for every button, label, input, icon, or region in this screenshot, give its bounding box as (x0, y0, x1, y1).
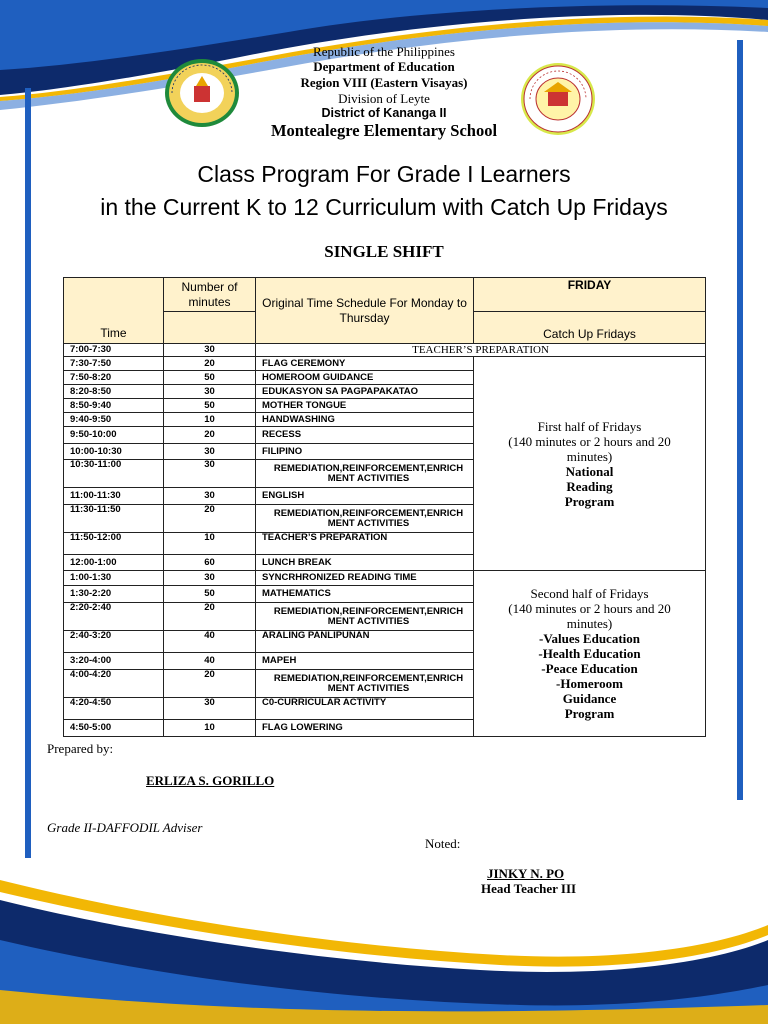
subject-cell: C0-CURRICULAR ACTIVITY (256, 698, 474, 720)
friday-first-half-cell (474, 357, 706, 571)
minutes-cell: 40 (164, 631, 256, 653)
class-schedule-table (63, 277, 706, 737)
subject-cell: MAPEH (256, 653, 474, 670)
friday-second-half-cell (474, 571, 706, 737)
subject-cell: TEACHER’S PREPARATION (256, 344, 706, 357)
time-cell: 4:50-5:00 (64, 720, 164, 737)
friday-second-duration: (140 minutes or 2 hours and 20 minutes) (508, 601, 671, 631)
friday-second-program-6: Program (564, 706, 615, 721)
minutes-cell: 20 (164, 427, 256, 444)
subject-cell: ENGLISH (256, 488, 474, 505)
time-header: Time (64, 278, 164, 344)
schedule-header: Original Time Schedule For Monday to Thursday (256, 278, 474, 344)
minutes-cell: 50 (164, 586, 256, 603)
subject-cell: FLAG CEREMONY (256, 357, 474, 371)
subject-cell: HANDWASHING (256, 413, 474, 427)
time-cell: 3:20-4:00 (64, 653, 164, 670)
noter-name: JINKY N. PO (487, 866, 565, 881)
minutes-cell: 50 (164, 371, 256, 385)
friday-first-program-2: Reading (566, 478, 613, 494)
time-cell: 11:30-11:50 (64, 505, 164, 533)
preparer-title: Grade II-DAFFODIL Adviser (47, 820, 203, 835)
subject-cell: EDUKASYON SA PAGPAPAKATAO (256, 385, 474, 399)
district-line: District of Kananga II (321, 106, 447, 120)
subject-cell: HOMEROOM GUIDANCE (256, 371, 474, 385)
friday-header: FRIDAY (474, 278, 706, 312)
subject-cell: REMEDIATION,REINFORCEMENT,ENRICH MENT ACTIVITIES (256, 670, 474, 698)
friday-first-duration: (140 minutes or 2 hours and 20 minutes) (508, 433, 671, 464)
subject-cell: REMEDIATION,REINFORCEMENT,ENRICH MENT ACTIVITIES (256, 460, 474, 488)
time-cell: 7:30-7:50 (64, 357, 164, 371)
time-cell: 12:00-1:00 (64, 555, 164, 571)
noter-title: Head Teacher III (481, 881, 577, 896)
friday-second-program-5: Guidance (562, 691, 617, 706)
preparer-name: ERLIZA S. GORILLO (146, 773, 275, 788)
friday-first-title: First half of Fridays (537, 418, 642, 434)
catch-up-fridays-header: Catch Up Fridays (474, 312, 706, 344)
friday-second-program-1: -Values Education (538, 631, 641, 646)
division-line: Division of Leyte (338, 91, 430, 106)
time-cell: 2:40-3:20 (64, 631, 164, 653)
subject-cell: LUNCH BREAK (256, 555, 474, 571)
minutes-cell: 10 (164, 720, 256, 737)
minutes-cell: 40 (164, 653, 256, 670)
department-line: Department of Education (313, 59, 455, 74)
time-cell: 10:00-10:30 (64, 444, 164, 460)
friday-second-program-3: -Peace Education (541, 661, 638, 676)
time-cell: 11:00-11:30 (64, 488, 164, 505)
time-cell: 7:50-8:20 (64, 371, 164, 385)
minutes-cell: 30 (164, 698, 256, 720)
subject-cell: RECESS (256, 427, 474, 444)
minutes-cell: 30 (164, 460, 256, 488)
minutes-cell: 20 (164, 357, 256, 371)
time-cell: 8:20-8:50 (64, 385, 164, 399)
time-cell: 4:20-4:50 (64, 698, 164, 720)
minutes-cell: 60 (164, 555, 256, 571)
minutes-header-blank (164, 312, 256, 344)
school-name: Montealegre Elementary School (270, 121, 498, 140)
minutes-cell: 20 (164, 670, 256, 698)
time-cell: 1:30-2:20 (64, 586, 164, 603)
subject-cell: REMEDIATION,REINFORCEMENT,ENRICH MENT ACTIVITIES (256, 505, 474, 533)
minutes-cell: 10 (164, 413, 256, 427)
subject-cell: REMEDIATION,REINFORCEMENT,ENRICH MENT ACTIVITIES (256, 603, 474, 631)
minutes-cell: 30 (164, 488, 256, 505)
minutes-cell: 30 (164, 571, 256, 586)
friday-first-program-1: National (565, 463, 614, 479)
noted-label: Noted: (425, 836, 461, 851)
title-line-1: Class Program For Grade I Learners (197, 161, 571, 187)
minutes-cell: 20 (164, 505, 256, 533)
minutes-header: Number of minutes (164, 278, 256, 312)
subject-cell: MATHEMATICS (256, 586, 474, 603)
prepared-by-label: Prepared by: (47, 741, 114, 756)
time-cell: 9:50-10:00 (64, 427, 164, 444)
minutes-cell: 30 (164, 344, 256, 357)
minutes-cell: 20 (164, 603, 256, 631)
time-cell: 10:30-11:00 (64, 460, 164, 488)
time-cell: 2:20-2:40 (64, 603, 164, 631)
shift-label: SINGLE SHIFT (324, 242, 444, 261)
minutes-cell: 30 (164, 385, 256, 399)
time-cell: 4:00-4:20 (64, 670, 164, 698)
subject-cell: FILIPINO (256, 444, 474, 460)
subject-cell: FLAG LOWERING (256, 720, 474, 737)
time-cell: 1:00-1:30 (64, 571, 164, 586)
friday-second-program-4: -Homeroom (556, 676, 623, 691)
region-line: Region VIII (Eastern Visayas) (300, 75, 468, 90)
republic-line: Republic of the Philippines (313, 44, 455, 59)
subject-cell: SYNCRHRONIZED READING TIME (256, 571, 474, 586)
subject-cell: TEACHER’S PREPARATION (256, 533, 474, 555)
minutes-cell: 30 (164, 444, 256, 460)
subject-cell: MOTHER TONGUE (256, 399, 474, 413)
title-line-2: in the Current K to 12 Curriculum with Catch Up Fridays (100, 194, 668, 220)
friday-second-title: Second half of Fridays (530, 586, 649, 601)
minutes-cell: 50 (164, 399, 256, 413)
friday-first-program-3: Program (564, 493, 615, 509)
subject-cell: ARALING PANLIPUNAN (256, 631, 474, 653)
time-cell: 7:00-7:30 (64, 344, 164, 357)
time-cell: 8:50-9:40 (64, 399, 164, 413)
time-cell: 9:40-9:50 (64, 413, 164, 427)
time-cell: 11:50-12:00 (64, 533, 164, 555)
friday-second-program-2: -Health Education (538, 646, 641, 661)
minutes-cell: 10 (164, 533, 256, 555)
